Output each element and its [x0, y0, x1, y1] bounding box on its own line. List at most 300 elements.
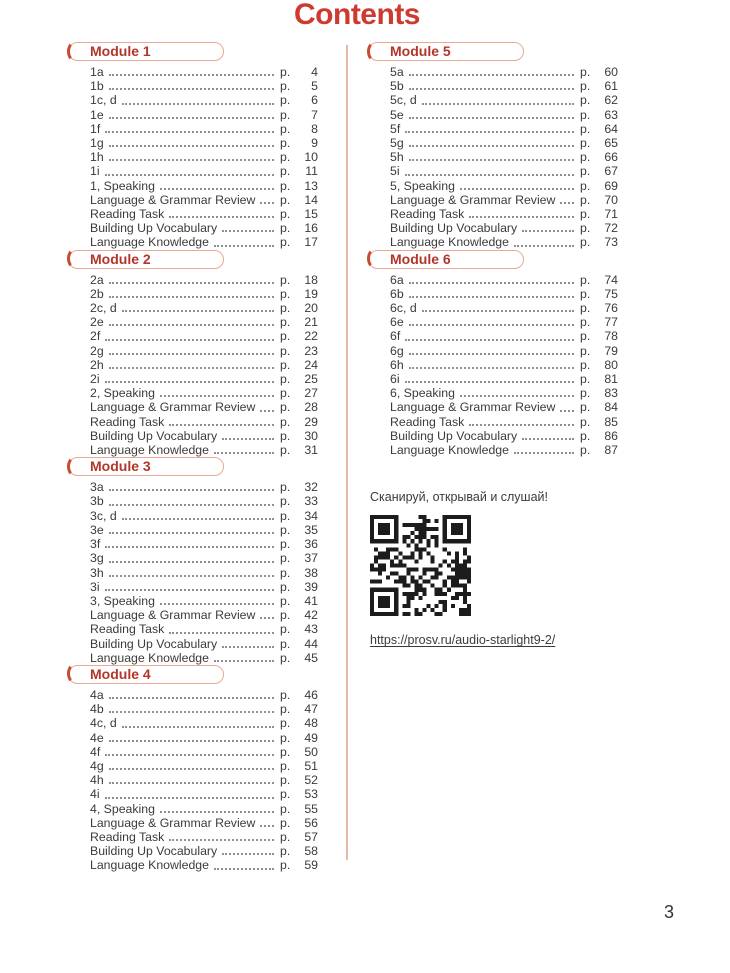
- entry-label: 6i: [390, 372, 400, 387]
- entry-label: Language Knowledge: [390, 235, 509, 250]
- entry-page-number: 25: [304, 372, 318, 387]
- entry-label: Language & Grammar Review: [90, 815, 256, 830]
- page-prefix: p.: [580, 428, 591, 443]
- page-prefix: p.: [580, 329, 591, 344]
- entry-page-number: 58: [304, 844, 318, 859]
- module-entry-list: [368, 273, 618, 458]
- page-prefix: p.: [280, 372, 291, 387]
- dot-leader: [109, 287, 274, 298]
- page-prefix: p.: [280, 858, 291, 873]
- entry-page-number: 42: [304, 608, 318, 623]
- dot-leader: [260, 608, 274, 619]
- page-prefix: p.: [280, 650, 291, 665]
- entry-label: Building Up Vocabulary: [90, 844, 218, 859]
- toc-entry-row: [68, 537, 318, 551]
- page-prefix: p.: [280, 428, 291, 443]
- entry-page-number: 14: [304, 192, 318, 207]
- entry-label: 5g: [390, 136, 404, 151]
- entry-label: 1g: [90, 136, 104, 151]
- entry-page-number: 53: [304, 787, 318, 802]
- module-section: [368, 250, 618, 458]
- page-prefix: p.: [580, 286, 591, 301]
- dot-leader: [469, 415, 574, 426]
- audio-link-row: [370, 631, 618, 649]
- dot-leader: [405, 122, 574, 133]
- entry-page-number: 66: [604, 150, 618, 165]
- entry-label: 3e: [90, 522, 104, 537]
- toc-entry-row: [368, 136, 618, 150]
- toc-entry-row: [68, 551, 318, 565]
- dot-leader: [409, 287, 574, 298]
- toc-entry-row: [368, 108, 618, 122]
- dot-leader: [109, 150, 274, 161]
- entry-label: 6a: [390, 272, 404, 287]
- entry-label: 1b: [90, 79, 104, 94]
- entry-page-number: 33: [304, 494, 318, 509]
- dot-leader: [169, 830, 274, 841]
- entry-page-number: 85: [604, 414, 618, 429]
- entry-page-number: 86: [604, 428, 618, 443]
- entry-page-number: 6: [311, 93, 318, 108]
- module-entry-list: [68, 480, 318, 665]
- entry-label: 4e: [90, 730, 104, 745]
- toc-entry-row: [368, 179, 618, 193]
- page-prefix: p.: [280, 221, 291, 236]
- page-prefix: p.: [280, 565, 291, 580]
- dot-leader: [409, 358, 574, 369]
- toc-entry-row: [68, 164, 318, 178]
- page-prefix: p.: [280, 687, 291, 702]
- entry-page-number: 31: [304, 443, 318, 458]
- page-prefix: p.: [280, 164, 291, 179]
- entry-page-number: 8: [311, 121, 318, 136]
- module-tab: [68, 457, 224, 476]
- page-prefix: p.: [280, 815, 291, 830]
- toc-entry-row: [68, 580, 318, 594]
- entry-label: 2, Speaking: [90, 386, 155, 401]
- dot-leader: [405, 164, 574, 175]
- page-prefix: p.: [280, 329, 291, 344]
- audio-link[interactable]: https://prosv.ru/audio-starlight9-2/: [370, 633, 556, 648]
- entry-page-number: 63: [604, 107, 618, 122]
- module-tab: [368, 250, 524, 269]
- page-number: 3: [663, 902, 674, 922]
- page-prefix: p.: [280, 758, 291, 773]
- entry-page-number: 70: [604, 192, 618, 207]
- dot-leader: [109, 551, 274, 562]
- toc-entry-row: [68, 207, 318, 221]
- entry-label: 5i: [390, 164, 400, 179]
- page-prefix: p.: [280, 608, 291, 623]
- module-title: Module 1: [90, 43, 151, 59]
- toc-entry-row: [68, 193, 318, 207]
- page-prefix: p.: [580, 301, 591, 316]
- dot-leader: [109, 79, 274, 90]
- page-prefix: p.: [580, 150, 591, 165]
- entry-page-number: 36: [304, 537, 318, 552]
- toc-entry-row: [68, 65, 318, 79]
- toc-entry-row: [368, 315, 618, 329]
- toc-entry-row: [68, 93, 318, 107]
- dot-leader: [409, 344, 574, 355]
- qr-code-icon: [370, 515, 471, 616]
- dot-leader: [109, 759, 274, 770]
- dot-leader: [409, 136, 574, 147]
- toc-entry-row: [68, 287, 318, 301]
- column-divider-line: [346, 45, 348, 860]
- contents-column-right: [368, 42, 618, 649]
- entry-label: 6h: [390, 357, 404, 372]
- page-prefix: p.: [580, 235, 591, 250]
- entry-page-number: 20: [304, 301, 318, 316]
- page-prefix: p.: [580, 192, 591, 207]
- dot-leader: [409, 273, 574, 284]
- dot-leader: [122, 93, 274, 104]
- entry-page-number: 18: [304, 272, 318, 287]
- entry-label: 6e: [390, 315, 404, 330]
- entry-label: Building Up Vocabulary: [90, 221, 218, 236]
- dot-leader: [105, 745, 274, 756]
- entry-page-number: 28: [304, 400, 318, 415]
- page-prefix: p.: [580, 357, 591, 372]
- toc-entry-row: [68, 301, 318, 315]
- entry-page-number: 71: [604, 207, 618, 222]
- dot-leader: [522, 429, 574, 440]
- toc-entry-row: [68, 136, 318, 150]
- entry-label: 4, Speaking: [90, 801, 155, 816]
- entry-page-number: 21: [304, 315, 318, 330]
- entry-label: 5, Speaking: [390, 178, 455, 193]
- entry-page-number: 64: [604, 121, 618, 136]
- dot-leader: [109, 702, 274, 713]
- entry-label: 4g: [90, 758, 104, 773]
- page-title: Contents: [294, 0, 420, 31]
- toc-entry-row: [368, 65, 618, 79]
- toc-entry-row: [68, 566, 318, 580]
- dot-leader: [109, 273, 274, 284]
- page-prefix: p.: [280, 716, 291, 731]
- toc-entry-row: [368, 193, 618, 207]
- entry-page-number: 16: [304, 221, 318, 236]
- page-prefix: p.: [280, 551, 291, 566]
- dot-leader: [522, 221, 574, 232]
- entry-page-number: 76: [604, 301, 618, 316]
- dot-leader: [109, 566, 274, 577]
- page-prefix: p.: [280, 829, 291, 844]
- toc-entry-row: [368, 221, 618, 235]
- entry-page-number: 52: [304, 773, 318, 788]
- entry-label: Language Knowledge: [90, 235, 209, 250]
- toc-entry-row: [368, 235, 618, 249]
- dot-leader: [560, 400, 574, 411]
- entry-page-number: 29: [304, 414, 318, 429]
- entry-label: 4c, d: [90, 716, 117, 731]
- toc-entry-row: [368, 415, 618, 429]
- toc-entry-row: [68, 651, 318, 665]
- page-prefix: p.: [580, 372, 591, 387]
- module-title: Module 5: [390, 43, 451, 59]
- toc-entry-row: [68, 221, 318, 235]
- toc-entry-row: [368, 122, 618, 136]
- toc-entry-row: [68, 688, 318, 702]
- entry-page-number: 83: [604, 386, 618, 401]
- dot-leader: [469, 207, 574, 218]
- module-section: [68, 665, 318, 873]
- dot-leader: [560, 193, 574, 204]
- module-tab: [68, 42, 224, 61]
- page-prefix: p.: [280, 593, 291, 608]
- module-title: Module 6: [390, 250, 451, 267]
- entry-label: 3i: [90, 579, 100, 594]
- toc-entry-row: [368, 400, 618, 414]
- entry-page-number: 4: [311, 65, 318, 79]
- page-prefix: p.: [580, 400, 591, 415]
- page-prefix: p.: [280, 443, 291, 458]
- dot-leader: [109, 773, 274, 784]
- entry-label: 1a: [90, 65, 104, 79]
- dot-leader: [109, 731, 274, 742]
- entry-label: Language & Grammar Review: [90, 608, 256, 623]
- page-prefix: p.: [280, 79, 291, 94]
- dot-leader: [109, 136, 274, 147]
- entry-page-number: 49: [304, 730, 318, 745]
- dot-leader: [105, 580, 274, 591]
- toc-entry-row: [68, 830, 318, 844]
- entry-label: 4f: [90, 744, 101, 759]
- dot-leader: [122, 509, 274, 520]
- entry-label: Language Knowledge: [90, 650, 209, 665]
- entry-page-number: 73: [604, 235, 618, 250]
- page-prefix: p.: [280, 744, 291, 759]
- toc-entry-row: [68, 759, 318, 773]
- entry-label: Language Knowledge: [90, 443, 209, 458]
- page-prefix: p.: [280, 773, 291, 788]
- audio-caption: Сканируй, открывай и слушай!: [370, 490, 548, 505]
- entry-label: Language Knowledge: [90, 858, 209, 873]
- toc-entry-row: [368, 93, 618, 107]
- page-prefix: p.: [280, 207, 291, 222]
- entry-label: Language & Grammar Review: [390, 400, 556, 415]
- dot-leader: [109, 494, 274, 505]
- dot-leader: [109, 344, 274, 355]
- entry-page-number: 32: [304, 480, 318, 495]
- page-prefix: p.: [280, 178, 291, 193]
- toc-entry-row: [68, 429, 318, 443]
- page-prefix: p.: [280, 93, 291, 108]
- entry-page-number: 45: [304, 650, 318, 665]
- entry-label: 1e: [90, 107, 104, 122]
- entry-page-number: 75: [604, 286, 618, 301]
- entry-page-number: 67: [604, 164, 618, 179]
- entry-label: 1h: [90, 150, 104, 165]
- dot-leader: [214, 858, 274, 869]
- toc-entry-row: [68, 315, 318, 329]
- module-title: Module 3: [90, 458, 151, 475]
- entry-label: Reading Task: [390, 414, 465, 429]
- page-prefix: p.: [280, 787, 291, 802]
- entry-label: Reading Task: [390, 207, 465, 222]
- module-tab: [68, 665, 224, 684]
- page-prefix: p.: [580, 443, 591, 458]
- module-tab: [68, 250, 224, 269]
- entry-page-number: 60: [604, 65, 618, 79]
- dot-leader: [514, 235, 574, 246]
- entry-page-number: 9: [311, 136, 318, 151]
- module-section: [68, 42, 318, 250]
- toc-entry-row: [68, 622, 318, 636]
- entry-page-number: 46: [304, 687, 318, 702]
- entry-label: 6f: [390, 329, 401, 344]
- entry-page-number: 78: [604, 329, 618, 344]
- page-prefix: p.: [280, 192, 291, 207]
- entry-label: 6g: [390, 343, 404, 358]
- entry-label: Reading Task: [90, 207, 165, 222]
- entry-page-number: 13: [304, 178, 318, 193]
- page-prefix: p.: [580, 65, 591, 79]
- dot-leader: [260, 400, 274, 411]
- toc-entry-row: [68, 594, 318, 608]
- toc-entry-row: [68, 235, 318, 249]
- entry-label: 3b: [90, 494, 104, 509]
- page-prefix: p.: [580, 221, 591, 236]
- entry-page-number: 50: [304, 744, 318, 759]
- dot-leader: [222, 844, 274, 855]
- toc-entry-row: [68, 509, 318, 523]
- module-section: [68, 457, 318, 665]
- toc-entry-row: [68, 122, 318, 136]
- entry-label: Language & Grammar Review: [90, 192, 256, 207]
- toc-entry-row: [368, 358, 618, 372]
- dot-leader: [409, 315, 574, 326]
- dot-leader: [160, 802, 274, 813]
- entry-page-number: 72: [604, 221, 618, 236]
- dot-leader: [169, 415, 274, 426]
- entry-page-number: 23: [304, 343, 318, 358]
- entry-label: 1, Speaking: [90, 178, 155, 193]
- page-prefix: p.: [280, 343, 291, 358]
- toc-entry-row: [368, 287, 618, 301]
- entry-label: Building Up Vocabulary: [90, 428, 218, 443]
- dot-leader: [109, 108, 274, 119]
- entry-label: 6b: [390, 286, 404, 301]
- toc-entry-row: [68, 494, 318, 508]
- entry-page-number: 69: [604, 178, 618, 193]
- entry-page-number: 27: [304, 386, 318, 401]
- page-prefix: p.: [280, 235, 291, 250]
- entry-page-number: 61: [604, 79, 618, 94]
- page-prefix: p.: [280, 730, 291, 745]
- page-prefix: p.: [280, 579, 291, 594]
- dot-leader: [105, 122, 274, 133]
- dot-leader: [122, 301, 274, 312]
- page-prefix: p.: [280, 272, 291, 287]
- page-prefix: p.: [280, 357, 291, 372]
- page-prefix: p.: [280, 121, 291, 136]
- toc-entry-row: [68, 329, 318, 343]
- entry-label: Language & Grammar Review: [90, 400, 256, 415]
- page-prefix: p.: [280, 400, 291, 415]
- dot-leader: [105, 329, 274, 340]
- page-prefix: p.: [280, 801, 291, 816]
- page-prefix: p.: [580, 343, 591, 358]
- page-prefix: p.: [580, 107, 591, 122]
- entry-label: 2i: [90, 372, 100, 387]
- dot-leader: [109, 358, 274, 369]
- entry-page-number: 74: [604, 272, 618, 287]
- entry-label: 5b: [390, 79, 404, 94]
- entry-page-number: 81: [604, 372, 618, 387]
- entry-label: 4a: [90, 687, 104, 702]
- entry-label: 6, Speaking: [390, 386, 455, 401]
- dot-leader: [105, 537, 274, 548]
- toc-entry-row: [368, 443, 618, 457]
- entry-page-number: 24: [304, 357, 318, 372]
- dot-leader: [409, 150, 574, 161]
- toc-entry-row: [68, 608, 318, 622]
- page-prefix: p.: [580, 207, 591, 222]
- dot-leader: [409, 108, 574, 119]
- page-prefix: p.: [280, 136, 291, 151]
- page-prefix: p.: [580, 272, 591, 287]
- page-prefix: p.: [280, 494, 291, 509]
- toc-entry-row: [68, 716, 318, 730]
- dot-leader: [160, 179, 274, 190]
- dot-leader: [460, 386, 574, 397]
- dot-leader: [222, 429, 274, 440]
- entry-page-number: 51: [304, 758, 318, 773]
- toc-entry-row: [68, 386, 318, 400]
- dot-leader: [460, 179, 574, 190]
- module-title: Module 2: [90, 250, 151, 267]
- dot-leader: [105, 372, 274, 383]
- entry-label: 5f: [390, 121, 401, 136]
- toc-entry-row: [68, 731, 318, 745]
- entry-label: 3f: [90, 537, 101, 552]
- page-prefix: p.: [580, 315, 591, 330]
- dot-leader: [109, 315, 274, 326]
- dot-leader: [260, 816, 274, 827]
- dot-leader: [409, 79, 574, 90]
- entry-label: 2h: [90, 357, 104, 372]
- entry-page-number: 77: [604, 315, 618, 330]
- entry-label: Reading Task: [90, 622, 165, 637]
- toc-entry-row: [368, 150, 618, 164]
- entry-page-number: 57: [304, 829, 318, 844]
- toc-entry-row: [368, 372, 618, 386]
- toc-entry-row: [368, 344, 618, 358]
- entry-label: 5e: [390, 107, 404, 122]
- entry-label: 5a: [390, 65, 404, 79]
- page-prefix: p.: [280, 702, 291, 717]
- toc-entry-row: [68, 745, 318, 759]
- module-entry-list: [68, 688, 318, 873]
- page-prefix: p.: [580, 121, 591, 136]
- dot-leader: [122, 716, 274, 727]
- entry-page-number: 38: [304, 565, 318, 580]
- entry-page-number: 15: [304, 207, 318, 222]
- toc-entry-row: [368, 386, 618, 400]
- entry-label: 1i: [90, 164, 100, 179]
- entry-label: 4b: [90, 702, 104, 717]
- dot-leader: [160, 386, 274, 397]
- entry-page-number: 41: [304, 593, 318, 608]
- toc-entry-row: [368, 329, 618, 343]
- page-prefix: p.: [280, 414, 291, 429]
- entry-label: 1f: [90, 121, 101, 136]
- toc-entry-row: [68, 273, 318, 287]
- module-tab: [368, 42, 524, 61]
- page-prefix: p.: [580, 79, 591, 94]
